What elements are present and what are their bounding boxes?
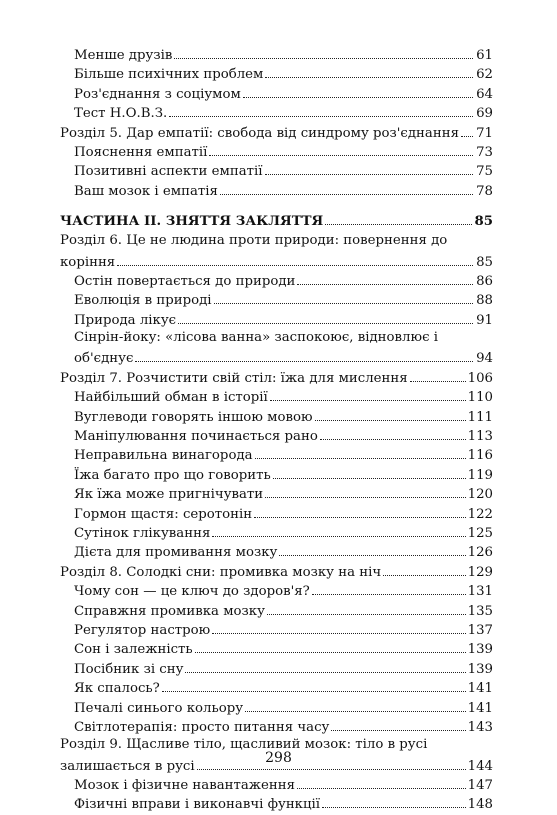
- toc-entry: [60, 677, 493, 696]
- dot-leader: [195, 638, 466, 653]
- toc-entry: [60, 83, 493, 102]
- toc-entry-title: Світлотерапія: просто питання часу: [74, 719, 330, 735]
- toc-entry-page: 64: [476, 86, 493, 102]
- page-number: 298: [265, 750, 292, 766]
- toc-entry-title-line: Розділ 6. Це не людина проти природи: повернення до: [60, 233, 448, 249]
- toc-entry: [60, 697, 493, 716]
- dot-leader: [383, 561, 465, 576]
- dot-leader: [320, 425, 466, 440]
- toc-entry: [60, 600, 493, 619]
- dot-leader: [410, 367, 466, 382]
- toc-entry: [60, 309, 493, 328]
- toc-entry-title: Маніпулювання починається рано: [74, 429, 318, 445]
- toc-entry-title: Сутінок глікування: [74, 525, 211, 541]
- toc-entry-title: Фізичні вправи і виконавчі функції: [74, 797, 321, 813]
- toc-entry: [60, 367, 493, 386]
- dot-leader: [461, 122, 473, 137]
- table-of-contents: [60, 44, 493, 813]
- dot-leader: [135, 347, 473, 362]
- toc-entry-page: 113: [467, 429, 493, 445]
- toc-entry-title: Роз'єднання з соціумом: [74, 86, 241, 102]
- toc-entry: [60, 716, 493, 735]
- dot-leader: [315, 406, 466, 421]
- toc-entry-page: 131: [467, 584, 493, 600]
- toc-entry: [60, 425, 493, 444]
- toc-entry: [60, 541, 493, 560]
- toc-entry-page: 85: [474, 214, 493, 230]
- toc-entry-page: 106: [467, 370, 493, 386]
- toc-entry-title: Як спалось?: [74, 681, 160, 697]
- dot-leader: [325, 210, 472, 225]
- toc-entry: [60, 210, 493, 231]
- dot-leader: [297, 774, 466, 789]
- dot-leader: [265, 63, 473, 78]
- toc-entry-title: Тест Н.О.В.З.: [74, 106, 168, 122]
- toc-entry-page: 120: [467, 487, 493, 503]
- dot-leader: [162, 677, 466, 692]
- toc-entry: [60, 386, 493, 405]
- toc-entry: [60, 561, 493, 580]
- toc-entry-title: Їжа багато про що говорить: [74, 467, 271, 483]
- toc-entry-title: об'єднує: [74, 351, 134, 367]
- dot-leader: [267, 600, 466, 615]
- toc-entry: [60, 231, 493, 270]
- toc-entry-title: Остін повертається до природи: [74, 273, 296, 289]
- toc-entry: [60, 580, 493, 599]
- toc-entry-title: Найбільший обман в історії: [74, 390, 268, 406]
- toc-entry-title-line: Сінрін-йоку: «лісова ванна» заспокоює, відновлює і: [74, 330, 438, 346]
- toc-entry-page: 125: [467, 525, 493, 541]
- dot-leader: [220, 180, 473, 195]
- toc-entry: [60, 44, 493, 63]
- toc-entry-title: Більше психічних проблем: [74, 67, 264, 83]
- toc-entry: [60, 122, 493, 141]
- toc-entry-page: 119: [467, 467, 493, 483]
- toc-entry-page: 126: [467, 545, 493, 561]
- toc-entry-title: Розділ 8. Солодкі сни: промивка мозку на ніч: [60, 564, 382, 580]
- toc-entry: [60, 102, 493, 121]
- toc-entry-page: 71: [476, 125, 493, 141]
- toc-entry-title: залишається в русі: [60, 758, 195, 774]
- toc-entry-title: Справжня промивка мозку: [74, 603, 265, 619]
- toc-entry: [60, 619, 493, 638]
- toc-entry: [60, 180, 493, 199]
- toc-entry-title: Позитивні аспекти емпатії: [74, 164, 263, 180]
- dot-leader: [279, 541, 465, 556]
- toc-entry-page: 75: [476, 164, 493, 180]
- dot-leader: [265, 483, 465, 498]
- toc-entry: [60, 289, 493, 308]
- dot-leader: [209, 141, 473, 156]
- toc-entry-title: Посібник зі сну: [74, 661, 184, 677]
- toc-entry: [60, 793, 493, 812]
- toc-entry-page: 116: [467, 448, 493, 464]
- toc-entry: [60, 774, 493, 793]
- toc-entry-title: Регулятор настрою: [74, 622, 211, 638]
- toc-entry-title: Як їжа може пригнічувати: [74, 487, 264, 503]
- dot-leader: [214, 289, 473, 304]
- toc-entry-page: 61: [476, 48, 493, 63]
- dot-leader: [273, 464, 466, 479]
- toc-entry-page: 85: [476, 254, 493, 270]
- toc-entry-page: 148: [467, 797, 493, 813]
- toc-entry: [60, 63, 493, 82]
- toc-entry-title: Пояснення емпатії: [74, 144, 208, 160]
- dot-leader: [331, 716, 465, 731]
- toc-entry-page: 86: [476, 273, 493, 289]
- toc-entry-page: 88: [476, 293, 493, 309]
- toc-entry: [60, 328, 493, 367]
- toc-entry: [60, 522, 493, 541]
- toc-entry: [60, 638, 493, 657]
- toc-entry-title-line: Розділ 9. Щасливе тіло, щасливий мозок: тіло в русі: [60, 737, 428, 753]
- toc-entry-page: 129: [467, 564, 493, 580]
- toc-entry-title: Еволюція в природі: [74, 293, 212, 309]
- toc-entry-page: 78: [476, 183, 493, 199]
- toc-entry-title: Розділ 7. Розчистити свій стіл: їжа для мислення: [60, 370, 408, 386]
- dot-leader: [297, 270, 473, 285]
- toc-entry-page: 111: [467, 409, 493, 425]
- toc-entry-title: Неправильна винагорода: [74, 448, 253, 464]
- toc-entry-title: Вуглеводи говорять іншою мовою: [74, 409, 313, 425]
- toc-entry-title: Розділ 5. Дар емпатії: свобода від синдрому роз'єднання: [60, 125, 459, 141]
- toc-entry-page: 147: [467, 778, 493, 794]
- toc-entry: [60, 503, 493, 522]
- toc-entry-title: Природа лікує: [74, 312, 177, 328]
- dot-leader: [185, 658, 465, 673]
- toc-entry-title: Менше друзів: [74, 48, 173, 63]
- dot-leader: [169, 102, 473, 117]
- toc-entry-page: 143: [467, 719, 493, 735]
- toc-entry-title: Ваш мозок і емпатія: [74, 183, 218, 199]
- toc-entry-page: 122: [467, 506, 493, 522]
- toc-entry-page: 144: [467, 758, 493, 774]
- toc-entry-page: 137: [467, 622, 493, 638]
- toc-entry: [60, 444, 493, 463]
- toc-entry-page: 139: [467, 661, 493, 677]
- toc-entry-title: ЧАСТИНА ІІ. ЗНЯТТЯ ЗАКЛЯТТЯ: [60, 214, 324, 230]
- toc-entry: [60, 141, 493, 160]
- toc-entry: [60, 658, 493, 677]
- dot-leader: [265, 160, 474, 175]
- toc-entry-title: Чому сон — це ключ до здоров'я?: [74, 584, 310, 600]
- dot-leader: [212, 619, 465, 634]
- dot-leader: [212, 522, 465, 537]
- dot-leader: [270, 386, 466, 401]
- toc-entry-title: коріння: [60, 254, 116, 270]
- toc-entry-page: 94: [476, 351, 493, 367]
- toc-entry-page: 141: [467, 700, 493, 716]
- toc-entry: [60, 406, 493, 425]
- dot-leader: [117, 251, 473, 266]
- toc-entry-title: Гормон щастя: серотонін: [74, 506, 253, 522]
- toc-entry-page: 69: [476, 106, 493, 122]
- toc-entry: [60, 483, 493, 502]
- toc-entry-page: 62: [476, 67, 493, 83]
- toc-entry-title: Сон і залежність: [74, 642, 193, 658]
- toc-entry-title: Мозок і фізичне навантаження: [74, 778, 295, 794]
- toc-entry: [60, 270, 493, 289]
- dot-leader: [174, 44, 473, 59]
- dot-leader: [245, 697, 466, 712]
- toc-entry-page: 110: [467, 390, 493, 406]
- toc-entry: [60, 160, 493, 179]
- dot-leader: [178, 309, 473, 324]
- toc-entry-page: 135: [467, 603, 493, 619]
- toc-entry-page: 141: [467, 681, 493, 697]
- toc-entry-page: 73: [476, 144, 493, 160]
- dot-leader: [312, 580, 466, 595]
- toc-entry: [60, 464, 493, 483]
- toc-entry-title: Печалі синього кольору: [74, 700, 244, 716]
- dot-leader: [255, 444, 466, 459]
- dot-leader: [254, 503, 465, 518]
- toc-entry-page: 91: [476, 312, 493, 328]
- dot-leader: [243, 83, 473, 98]
- toc-entry-title: Дієта для промивання мозку: [74, 545, 278, 561]
- toc-entry-page: 139: [467, 642, 493, 658]
